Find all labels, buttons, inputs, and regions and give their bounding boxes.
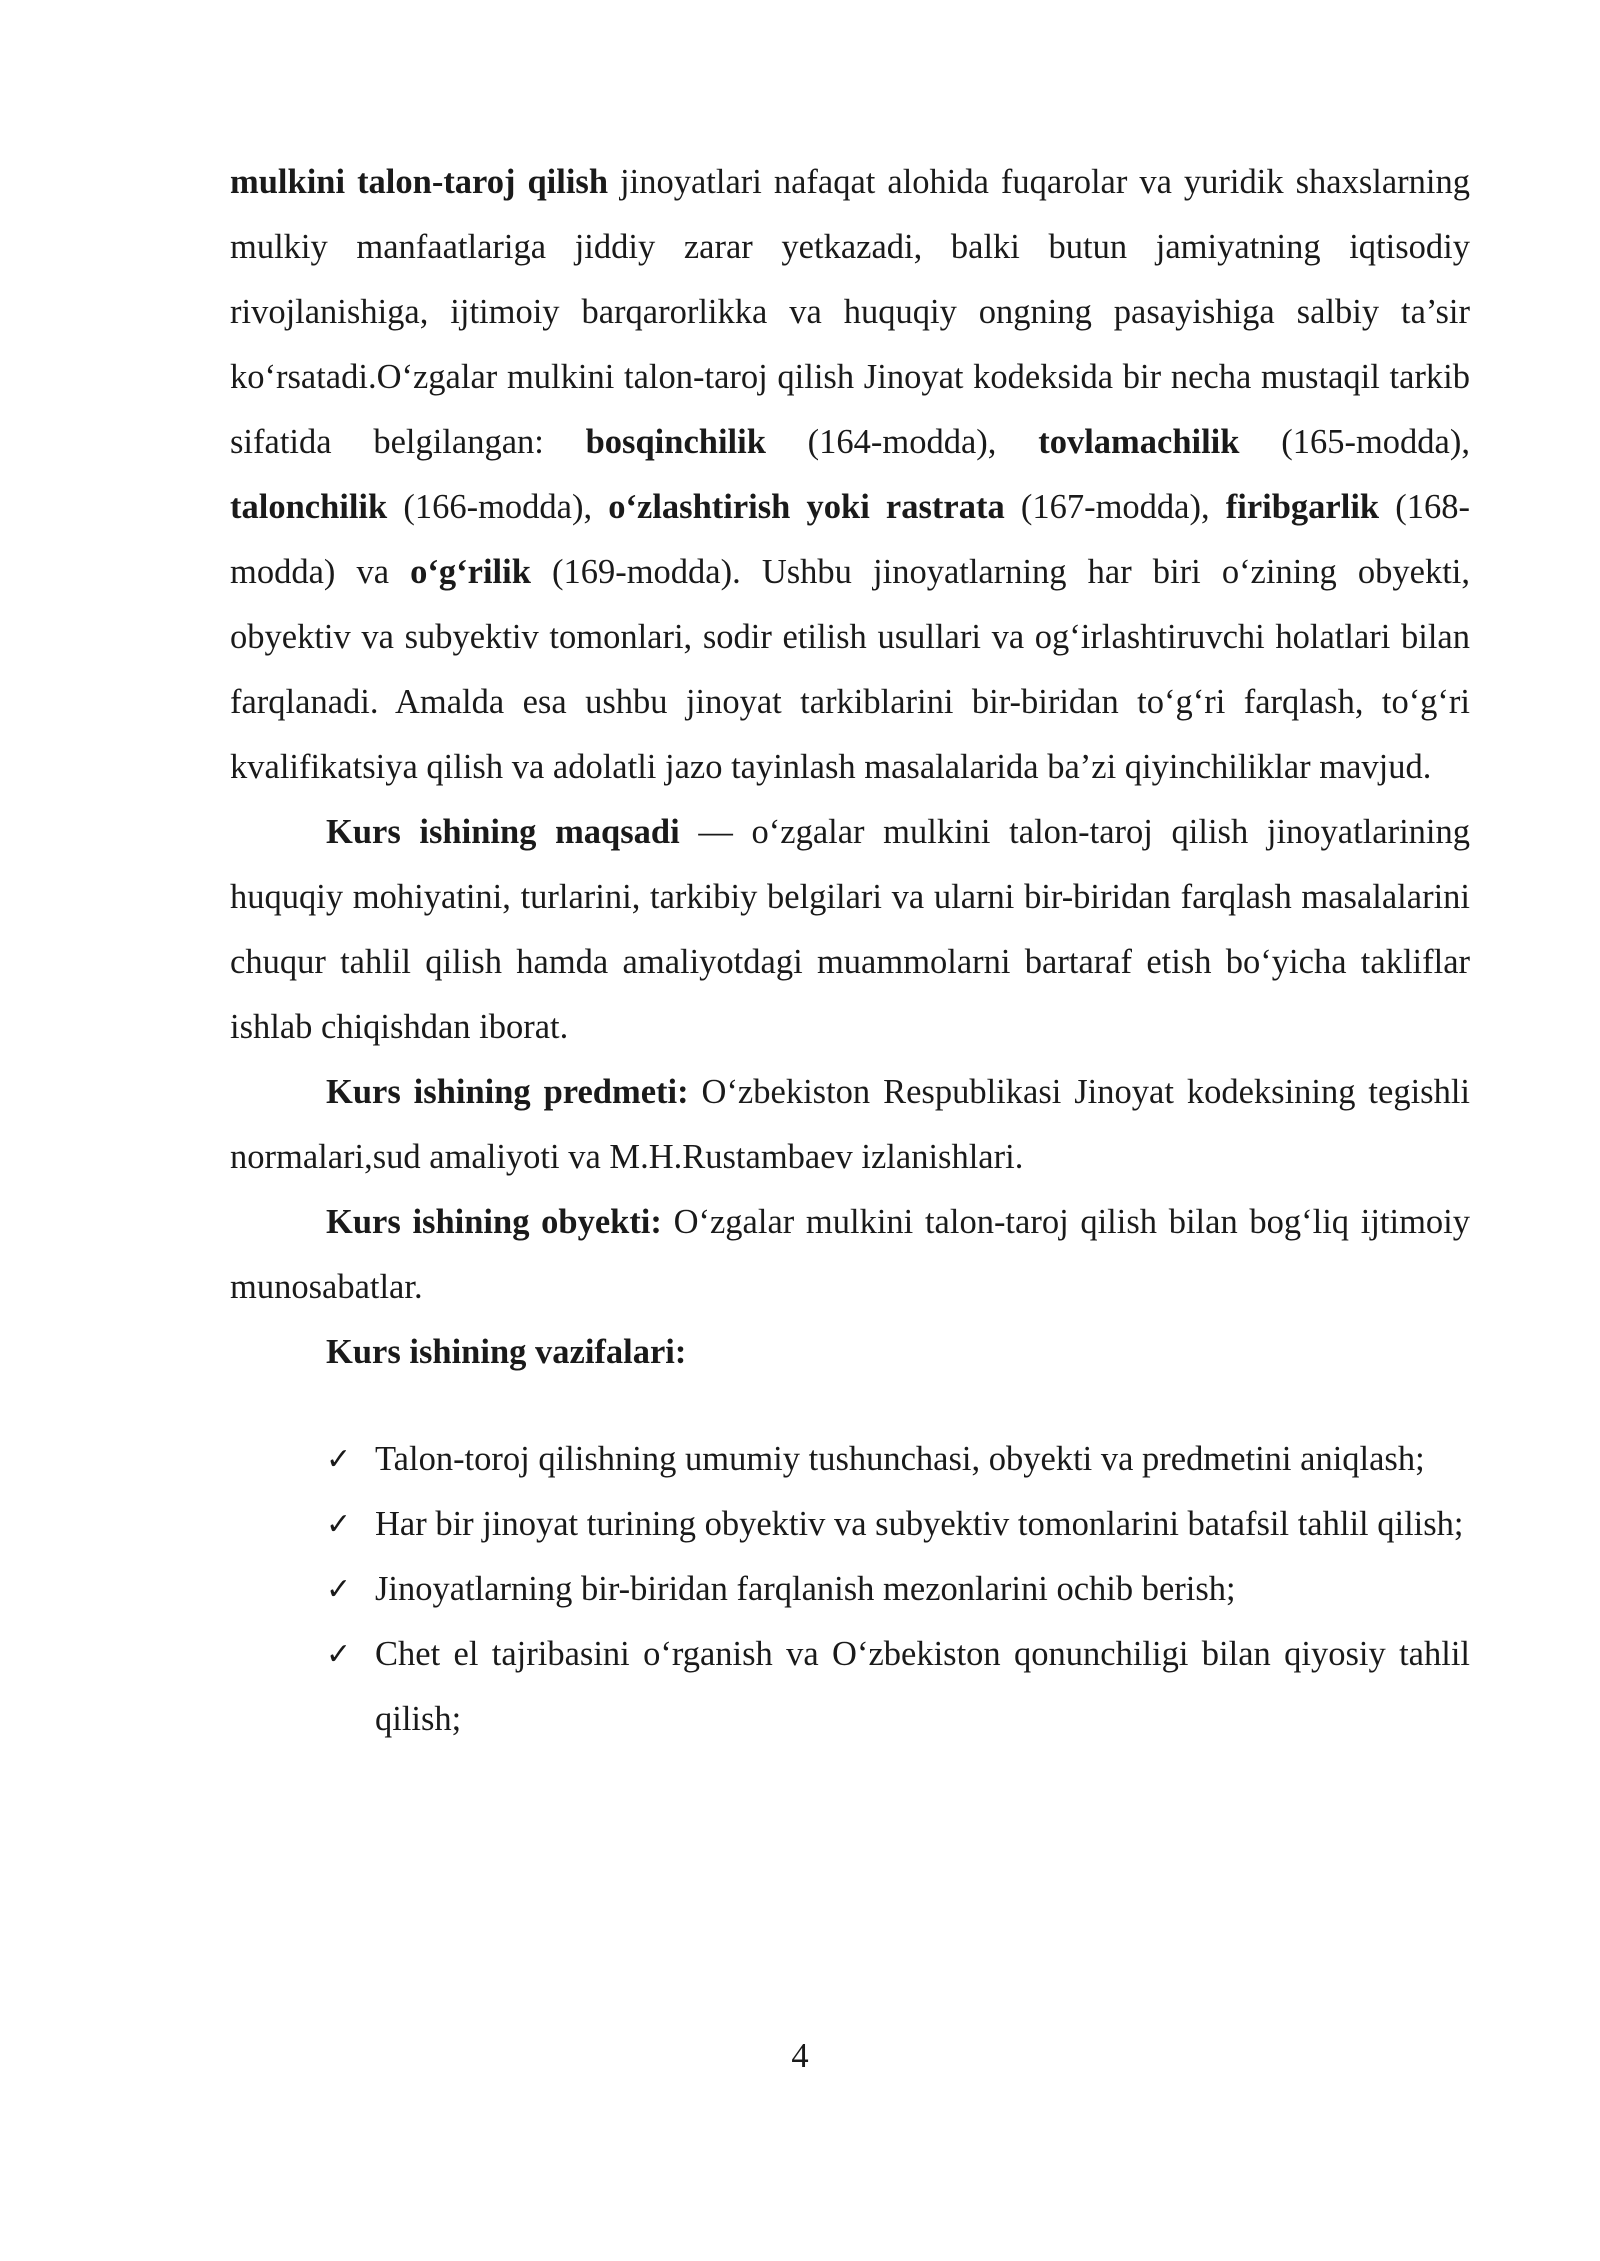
object-label: Kurs ishining obyekti: <box>326 1203 662 1241</box>
term-bosqinchilik: bosqinchilik <box>585 423 766 461</box>
term-firibgarlik: firibgarlik <box>1225 488 1380 526</box>
subject-label: Kurs ishining predmeti: <box>326 1073 689 1111</box>
intro-paragraph <box>230 150 1470 800</box>
object-text: O‘zgalar mulkini talon-taroj qilish bilan bog‘liq ijtimoiy munosabatlar. <box>230 1203 1470 1306</box>
checkmark-icon: ✓ <box>326 1442 352 1477</box>
list-item <box>230 1557 1470 1622</box>
list-item-text: Chet el tajribasini o‘rganish va O‘zbekiston qonunchiligi bilan qiyosiy tahlil qilish; <box>375 1635 1470 1738</box>
intro-text-2: (164-modda), <box>765 423 1039 461</box>
list-item-text: Jinoyatlarning bir-biridan farqlanish mezonlarini ochib berish; <box>375 1570 1236 1608</box>
subject-text: O‘zbekiston Respublikasi Jinoyat kodeksining tegishli normalari,sud amaliyoti va M.H.Rustambaev izlanishlari. <box>230 1073 1470 1176</box>
intro-text-5: (167-modda), <box>1004 488 1226 526</box>
goal-text: — o‘zgalar mulkini talon-taroj qilish jinoyatlarining huquqiy mohiyatini, turlarini, tarkibiy belgilari va ularni bir-biridan farqlash masalalarini chuqur tahlil qilish hamda amaliyotdagi muammolarni bartaraf etish bo‘yicha takliflar ishlab chiqishdan iborat. <box>230 813 1470 1046</box>
term-tovlamachilik: tovlamachilik <box>1038 423 1240 461</box>
intro-text-3: (165-modda), <box>1239 423 1470 461</box>
list-item <box>230 1622 1470 1752</box>
term-ozlashtirish: o‘zlashtirish yoki rastrata <box>608 488 1005 526</box>
subject-paragraph <box>230 1060 1470 1190</box>
checkmark-icon: ✓ <box>326 1507 352 1542</box>
list-item <box>230 1427 1470 1492</box>
term-talon-taroj: mulkini talon-taroj qilish <box>230 163 609 201</box>
page-number: 4 <box>791 2037 809 2075</box>
list-item <box>230 1492 1470 1557</box>
list-item-text: Har bir jinoyat turining obyektiv va subyektiv tomonlarini batafsil tahlil qilish; <box>375 1505 1464 1543</box>
object-paragraph <box>230 1190 1470 1320</box>
list-item-text: Talon-toroj qilishning umumiy tushunchasi, obyekti va predmetini aniqlash; <box>375 1440 1425 1478</box>
intro-text-7: (169-modda). Ushbu jinoyatlarning har biri o‘zining obyekti, obyektiv va subyektiv tomonlari, sodir etilish usullari va og‘irlashtiruvchi holatlari bilan farqlanadi. Amalda esa ushbu jinoyat tarkiblarini bir-biridan to‘g‘ri farqlash, to‘g‘ri kvalifikatsiya qilish va adolatli jazo tayinlash masalalarida ba’zi qiyinchiliklar mavjud. <box>230 553 1470 786</box>
intro-text-1: jinoyatlari nafaqat alohida fuqarolar va yuridik shaxslarning mulkiy manfaatlariga jiddiy zarar yetkazadi, balki butun jamiyatning iqtisodiy rivojlanishiga, ijtimoiy barqarorlikka va huquqiy ongning pasayishiga salbiy ta’sir ko‘rsatadi.O‘zgalar mulkini talon-taroj qilish Jinoyat kodeksida bir necha mustaqil tarkib sifatida belgilangan: <box>230 163 1470 461</box>
intro-text-6: (168-modda) va <box>230 488 1470 591</box>
tasks-heading: Kurs ishining vazifalari: <box>326 1333 687 1371</box>
tasks-list <box>230 1427 1470 1752</box>
intro-text-4: (166-modda), <box>387 488 609 526</box>
goal-paragraph <box>230 800 1470 1060</box>
term-talonchilik: talonchilik <box>230 488 388 526</box>
checkmark-icon: ✓ <box>326 1572 352 1607</box>
checkmark-icon: ✓ <box>326 1637 352 1672</box>
goal-label: Kurs ishining maqsadi <box>326 813 680 851</box>
document-page <box>230 150 1470 1752</box>
term-ogrilik: o‘g‘rilik <box>410 553 531 591</box>
